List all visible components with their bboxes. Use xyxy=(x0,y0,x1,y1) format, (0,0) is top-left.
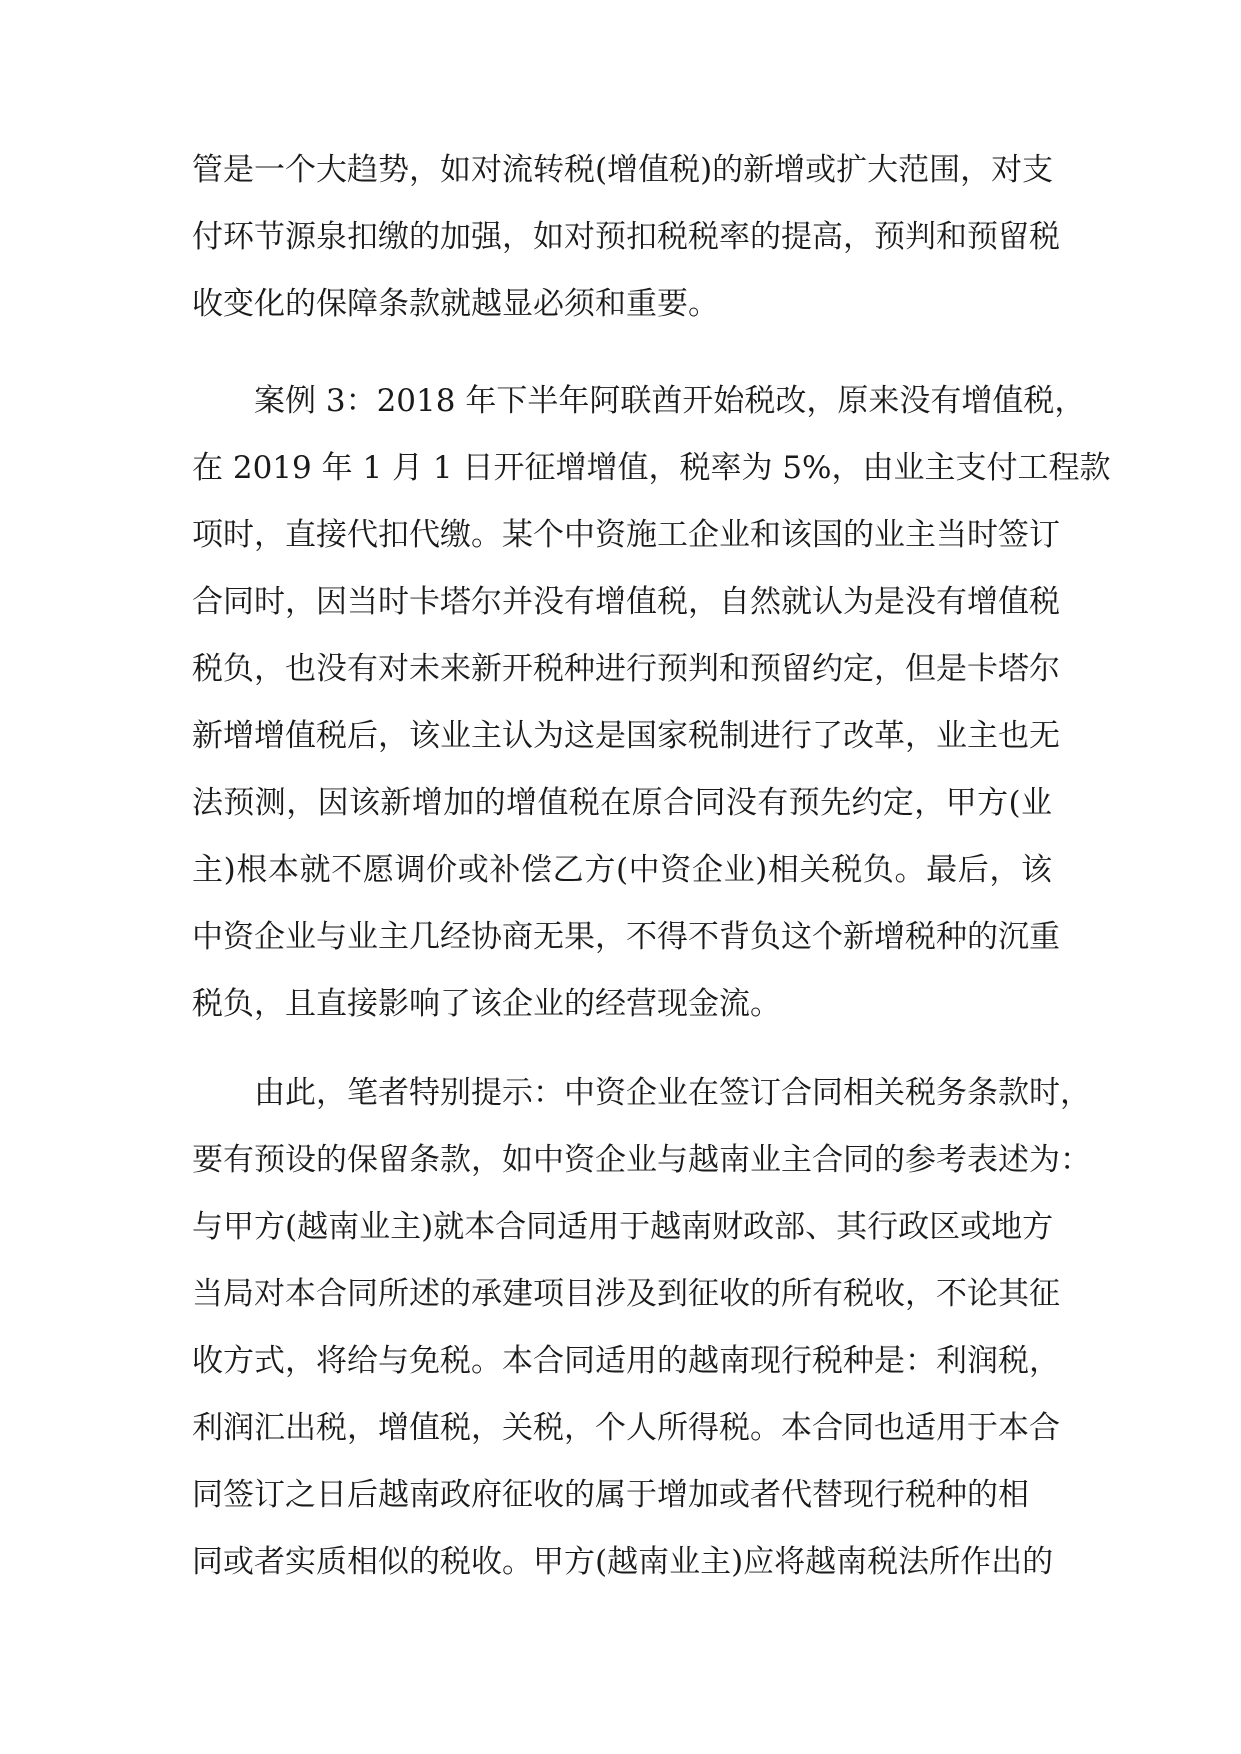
paragraph-line: 收变化的保障条款就越显必须和重要。 xyxy=(192,286,719,322)
paragraph-line: 与甲方(越南业主)就本合同适用于越南财政部、其行政区或地方 xyxy=(192,1209,1054,1245)
paragraph-line: 当局对本合同所述的承建项目涉及到征收的所有税收，不论其征 xyxy=(192,1276,1060,1312)
paragraph-line: 税负，也没有对未来新开税种进行预判和预留约定，但是卡塔尔 xyxy=(192,651,1060,687)
paragraph-line: 收方式，将给与免税。本合同适用的越南现行税种是：利润税， xyxy=(192,1343,1060,1379)
paragraph-line: 同或者实质相似的税收。甲方(越南业主)应将越南税法所作出的 xyxy=(192,1544,1054,1580)
paragraph-line: 新增增值税后，该业主认为这是国家税制进行了改革，业主也无 xyxy=(192,718,1060,754)
paragraph-author-tip xyxy=(192,1060,1091,1596)
paragraph-line: 中资企业与业主几经协商无果，不得不背负这个新增税种的沉重 xyxy=(192,919,1060,955)
paragraph-line: 在 2019 年 1 月 1 日开征增增值，税率为 5%，由业主支付工程款 xyxy=(192,450,1111,486)
paragraph-line: 付环节源泉扣缴的加强，如对预扣税税率的提高，预判和预留税 xyxy=(192,219,1060,255)
paragraph-line: 要有预设的保留条款，如中资企业与越南业主合同的参考表述为： xyxy=(192,1142,1091,1178)
paragraph-line: 项时，直接代扣代缴。某个中资施工企业和该国的业主当时签订 xyxy=(192,517,1060,553)
paragraph-line: 由此，笔者特别提示：中资企业在签订合同相关税务条款时， xyxy=(254,1075,1091,1111)
paragraph-line: 管是一个大趋势，如对流转税(增值税)的新增或扩大范围，对支 xyxy=(192,152,1054,188)
paragraph-line: 税负，且直接影响了该企业的经营现金流。 xyxy=(192,986,781,1022)
paragraph-line: 合同时，因当时卡塔尔并没有增值税，自然就认为是没有增值税 xyxy=(192,584,1060,620)
paragraph-line: 案例 3：2018 年下半年阿联酋开始税改，原来没有增值税， xyxy=(254,383,1086,419)
paragraph-line: 同签订之日后越南政府征收的属于增加或者代替现行税种的相 xyxy=(192,1477,1029,1513)
paragraph-line: 法预测，因该新增加的增值税在原合同没有预先约定，甲方(业 xyxy=(192,785,1052,821)
paragraph-case-3 xyxy=(192,368,1111,1038)
paragraph-1 xyxy=(192,137,1060,338)
paragraph-line: 主)根本就不愿调价或补偿乙方(中资企业)相关税负。最后，该 xyxy=(192,852,1052,888)
paragraph-line: 利润汇出税，增值税，关税，个人所得税。本合同也适用于本合 xyxy=(192,1410,1060,1446)
